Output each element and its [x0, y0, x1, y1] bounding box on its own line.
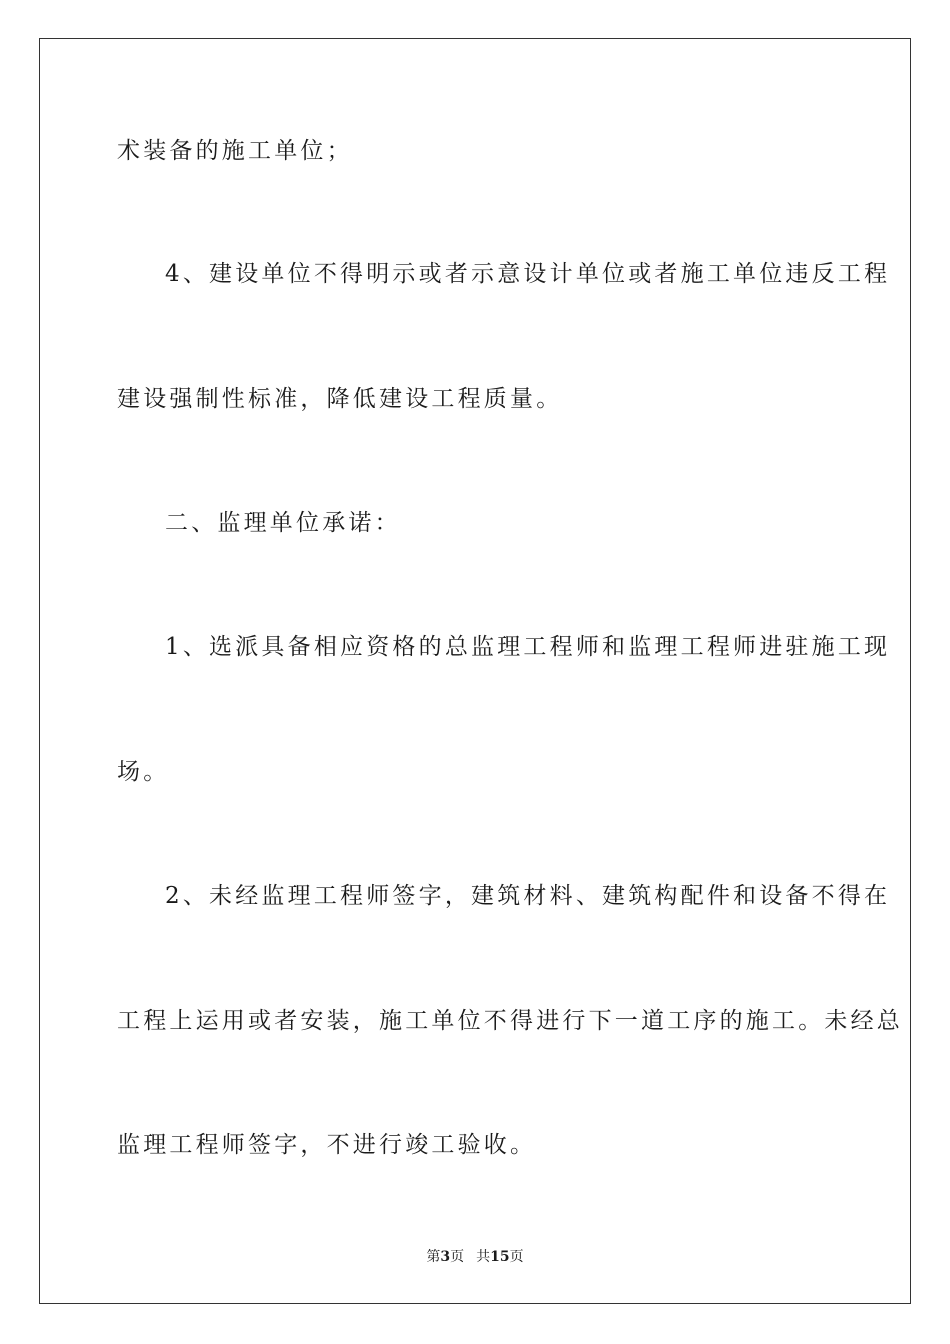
total-pages: 15	[490, 1249, 510, 1265]
text-line: 场。	[117, 759, 170, 785]
page-prefix: 第	[426, 1249, 441, 1265]
page-footer	[0, 1248, 950, 1266]
total-suffix: 页	[509, 1249, 524, 1265]
text-line: 2、未经监理工程师签字，建筑材料、建筑构配件和设备不得在	[165, 883, 891, 909]
total-prefix: 共	[476, 1249, 491, 1265]
text-line: 工程上运用或者安装，施工单位不得进行下一道工序的施工。未经总	[117, 1008, 903, 1034]
text-line: 建设强制性标准，降低建设工程质量。	[117, 386, 563, 412]
page-number: 3	[440, 1249, 451, 1265]
text-line: 4、建设单位不得明示或者示意设计单位或者施工单位违反工程	[165, 261, 891, 287]
section-heading: 二、监理单位承诺：	[165, 510, 401, 536]
page-border	[39, 38, 911, 1304]
page-suffix: 页	[450, 1249, 465, 1265]
text-line: 监理工程师签字，不进行竣工验收。	[117, 1132, 537, 1158]
text-line: 术装备的施工单位；	[117, 138, 353, 164]
text-line: 1、选派具备相应资格的总监理工程师和监理工程师进驻施工现	[165, 634, 891, 660]
